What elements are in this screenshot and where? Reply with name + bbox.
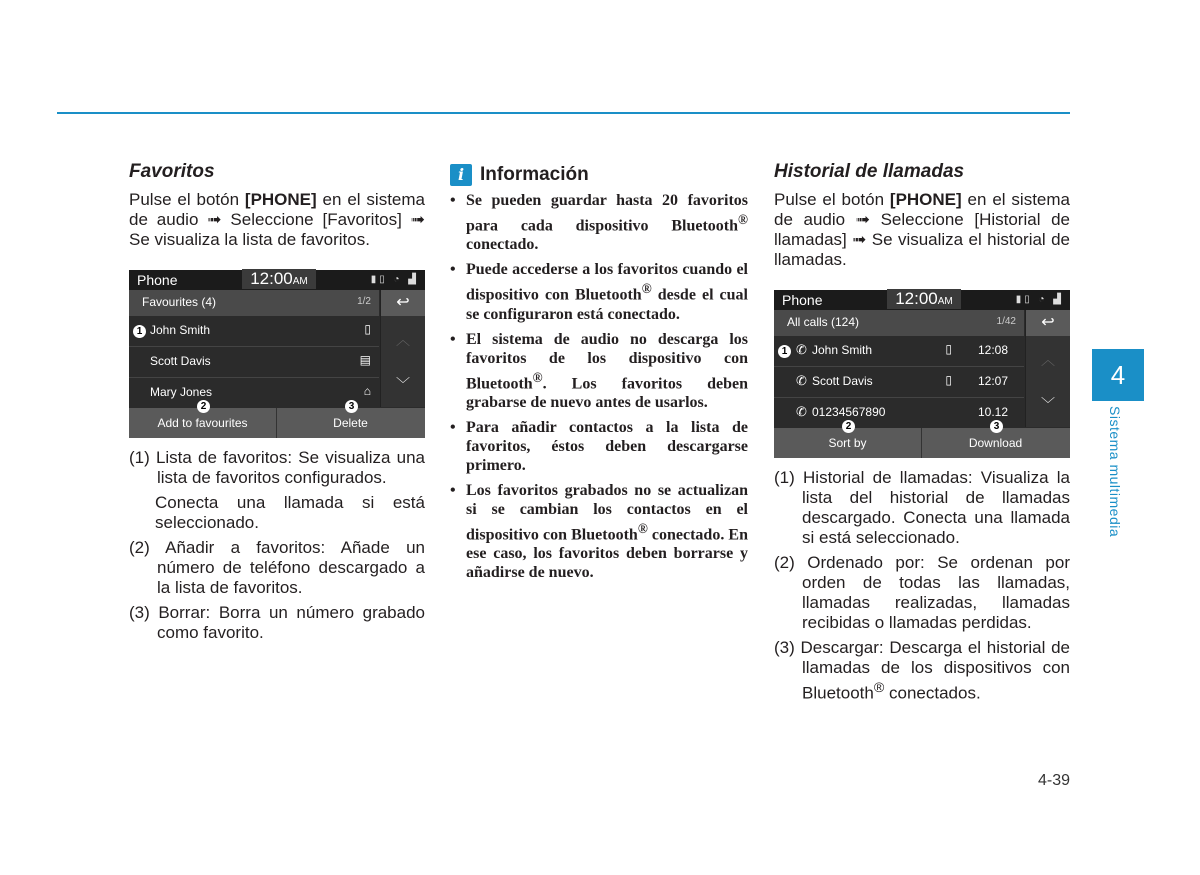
back-icon: ↩: [1041, 314, 1055, 331]
chevron-down-icon[interactable]: ﹀: [396, 376, 410, 392]
callout-2: 2: [197, 400, 210, 413]
historial-descriptions: [774, 468, 1070, 704]
favourites-screen: [129, 270, 425, 438]
top-rule: [57, 112, 1070, 114]
mobile-icon: ▯: [945, 342, 952, 356]
status-indicators-icon: ▮▯ ◔ ▟: [370, 274, 419, 285]
call-time: 12:08: [977, 343, 1008, 357]
status-bar: [129, 270, 425, 290]
favoritos-title: Favoritos: [129, 161, 215, 182]
list-item: • Se pueden guardar hasta 20 favoritos para cada dispositivo Bluetooth® conectado.: [450, 191, 748, 254]
clock: 12:00AM: [887, 289, 961, 309]
list-item: (2) Ordenado por: Se ordenan por orden de todas las llamadas, llamadas realizadas, llamadas recibidas o llamadas perdidas.: [774, 553, 1070, 632]
office-icon: ▤: [359, 353, 371, 367]
list-item: (3) Descargar: Descarga el historial de llamadas de los dispositivos con Bluetooth® conectados.: [774, 638, 1070, 703]
callout-3: 3: [345, 400, 358, 413]
contact-name: John Smith: [150, 323, 211, 337]
favoritos-intro: Pulse el botón [PHONE] en el sistema de audio ➟ Seleccione [Favoritos] ➟ Se visualiza la lista de favoritos.: [129, 190, 425, 249]
favoritos-section: [129, 160, 425, 648]
list-item: (3) Borrar: Borra un número grabado como favorito.: [129, 603, 425, 642]
historial-section: [774, 160, 1070, 709]
scroll-controls: [1025, 336, 1070, 427]
callout-3: 3: [990, 420, 1003, 433]
callout-2: 2: [842, 420, 855, 433]
back-button[interactable]: [1025, 310, 1070, 336]
chapter-name: Sistema multimedia: [1107, 406, 1123, 538]
contact-name: Scott Davis: [812, 374, 873, 388]
list-item: • El sistema de audio no descarga los favoritos de los dispositivo con Bluetooth®. Los favoritos deben grabarse de nuevo antes de usarlos.: [450, 330, 748, 412]
chevron-down-icon[interactable]: ﹀: [1041, 396, 1055, 412]
download-button[interactable]: Download: [968, 436, 1023, 450]
info-box: [450, 164, 748, 588]
callout-1: 1: [778, 345, 791, 358]
bottom-bar: [129, 401, 425, 438]
list-item[interactable]: [774, 398, 1024, 428]
historial-title: Historial de llamadas: [774, 161, 965, 182]
historial-intro: Pulse el botón [PHONE] en el sistema de audio ➟ Seleccione [Historial de llamadas] ➟ Se visualiza el historial de llamadas.: [774, 190, 1070, 269]
contact-name: 01234567890: [812, 405, 886, 419]
back-icon: ↩: [396, 294, 410, 311]
page-indicator: 1/2: [357, 296, 371, 307]
mobile-icon: ▯: [364, 322, 371, 336]
app-title: Phone: [782, 292, 823, 308]
contact-name: Scott Davis: [150, 354, 211, 368]
status-bar: [774, 290, 1070, 310]
list-item: • Para añadir contactos a la lista de favoritos, éstos deben descargarse primero.: [450, 418, 748, 475]
status-indicators-icon: ▮▯ ◔ ▟: [1015, 294, 1064, 305]
add-to-favourites-button[interactable]: Add to favourites: [129, 408, 277, 438]
mobile-icon: ▯: [945, 373, 952, 387]
home-icon: ⌂: [363, 384, 371, 398]
app-title: Phone: [137, 272, 178, 288]
list-item: Conecta una llamada si está seleccionado.: [155, 493, 425, 532]
sort-by-button[interactable]: Sort by: [774, 428, 922, 458]
info-bullets: [450, 191, 748, 582]
scroll-controls: [380, 316, 425, 407]
callout-1: 1: [133, 325, 146, 338]
call-history-screen: [774, 290, 1070, 458]
clock: 12:00AM: [242, 269, 316, 289]
call-time: 12:07: [977, 374, 1008, 388]
chevron-up-icon[interactable]: ︿: [396, 332, 410, 348]
contact-name: Mary Jones: [150, 385, 213, 399]
chevron-up-icon[interactable]: ︿: [1041, 352, 1055, 368]
list-item[interactable]: [774, 336, 1024, 367]
incoming-call-icon: ✆: [796, 342, 807, 357]
call-time: 10.12: [977, 405, 1008, 419]
list-item[interactable]: [129, 347, 379, 378]
list-item: (1) Lista de favoritos: Se visualiza una lista de favoritos configurados.: [129, 448, 425, 487]
info-icon: i: [450, 164, 472, 186]
favoritos-descriptions: [129, 448, 425, 643]
list-title: Favourites (4): [142, 295, 217, 309]
list-header: [774, 310, 1024, 336]
chapter-tab: 4: [1092, 349, 1144, 401]
list-item: • Los favoritos grabados no se actualizan si se cambian los contactos en el dispositivo con Bluetooth® conectado. En ese caso, los favoritos deben borrarse y añadirse de nuevo.: [450, 481, 748, 582]
list-item[interactable]: [129, 316, 379, 347]
missed-call-icon: ✆: [796, 404, 807, 419]
list-header: [129, 290, 379, 316]
list-title: All calls (124): [787, 315, 860, 329]
page-indicator: 1/42: [996, 316, 1016, 327]
list-item[interactable]: [129, 378, 379, 408]
contact-name: John Smith: [812, 343, 873, 357]
delete-button[interactable]: Delete: [333, 416, 368, 430]
page-number: 4-39: [1037, 772, 1070, 789]
list-item: • Puede accederse a los favoritos cuando el dispositivo con Bluetooth® desde el cual se configuraron está conectado.: [450, 260, 748, 323]
back-button[interactable]: [380, 290, 425, 316]
list-item: (1) Historial de llamadas: Visualiza la lista del historial de llamadas descargado. Conecta una llamada si está seleccionado.: [774, 468, 1070, 547]
info-title: Información: [480, 164, 589, 185]
list-item: (2) Añadir a favoritos: Añade un número de teléfono descargado a la lista de favoritos.: [129, 538, 425, 597]
list-item[interactable]: [774, 367, 1024, 398]
bottom-bar: [774, 421, 1070, 458]
outgoing-call-icon: ✆: [796, 373, 807, 388]
